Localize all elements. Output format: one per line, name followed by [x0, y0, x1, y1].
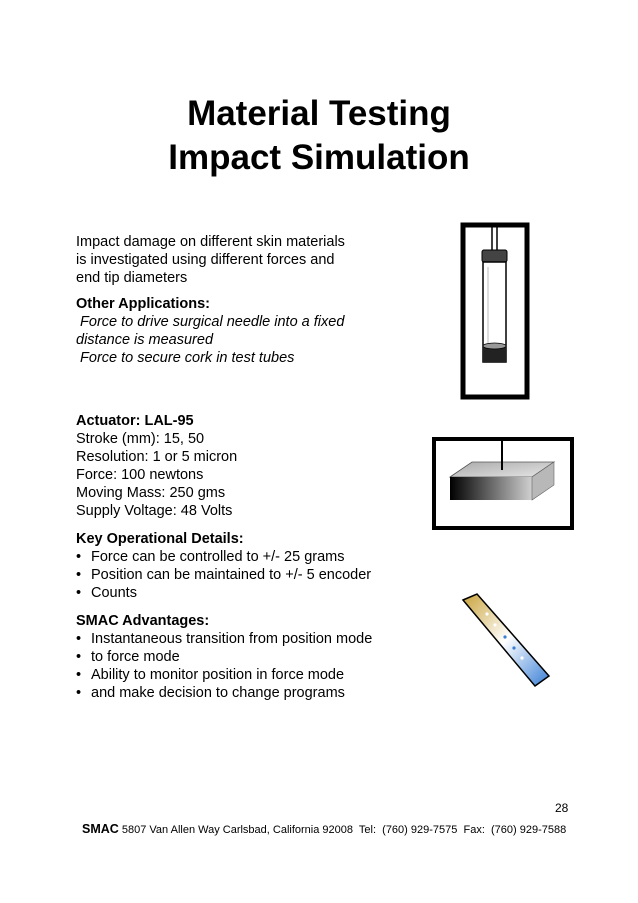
tissue-strip-illustration	[459, 592, 553, 688]
spec-line: Force: 100 newtons	[76, 467, 204, 483]
test-tube-illustration	[460, 222, 530, 400]
page-title	[0, 92, 638, 180]
actuator-heading: Actuator: LAL-95	[76, 413, 194, 429]
advantages-list	[76, 630, 372, 702]
other-applications-section	[76, 295, 344, 367]
other-applications-line-3: Force to secure cork in test tubes	[76, 350, 295, 366]
intro-line-2: is investigated using different forces and	[76, 252, 335, 268]
list-item: • Position can be maintained to +/- 5 encoder	[76, 566, 371, 584]
list-item: • and make decision to change programs	[76, 684, 372, 702]
title-line-1: Material Testing	[187, 94, 451, 133]
footer	[82, 822, 566, 836]
actuator-section	[76, 412, 237, 520]
page-number: 28	[555, 801, 569, 815]
spec-line: Moving Mass: 250 gms	[76, 485, 226, 501]
spec-line: Resolution: 1 or 5 micron	[76, 449, 238, 465]
other-applications-line-1: Force to drive surgical needle into a fixed	[76, 314, 345, 330]
other-applications-line-2: distance is measured	[76, 332, 214, 348]
footer-address: 5807 Van Allen Way Carlsbad, California 92008 Tel: (760) 929-7575 Fax: (760) 929-7588	[118, 824, 567, 836]
advantages-heading: SMAC Advantages:	[76, 613, 210, 629]
title-line-2: Impact Simulation	[168, 138, 470, 177]
list-item: • Instantaneous transition from position mode	[76, 630, 372, 648]
footer-brand: SMAC	[82, 822, 119, 836]
material-block-illustration	[432, 437, 574, 530]
spec-line: Supply Voltage: 48 Volts	[76, 503, 233, 519]
list-item: • Counts	[76, 584, 371, 602]
intro-paragraph	[76, 233, 345, 287]
intro-line-1: Impact damage on different skin materials	[76, 234, 345, 250]
spec-line: Stroke (mm): 15, 50	[76, 431, 205, 447]
key-details-list	[76, 548, 371, 602]
key-details-heading: Key Operational Details:	[76, 531, 244, 547]
list-item: • Ability to monitor position in force mode	[76, 666, 372, 684]
key-details-section	[76, 530, 371, 602]
list-item: • Force can be controlled to +/- 25 grams	[76, 548, 371, 566]
list-item: • to force mode	[76, 648, 372, 666]
other-applications-heading: Other Applications:	[76, 296, 210, 312]
advantages-section	[76, 612, 372, 702]
intro-line-3: end tip diameters	[76, 270, 188, 286]
